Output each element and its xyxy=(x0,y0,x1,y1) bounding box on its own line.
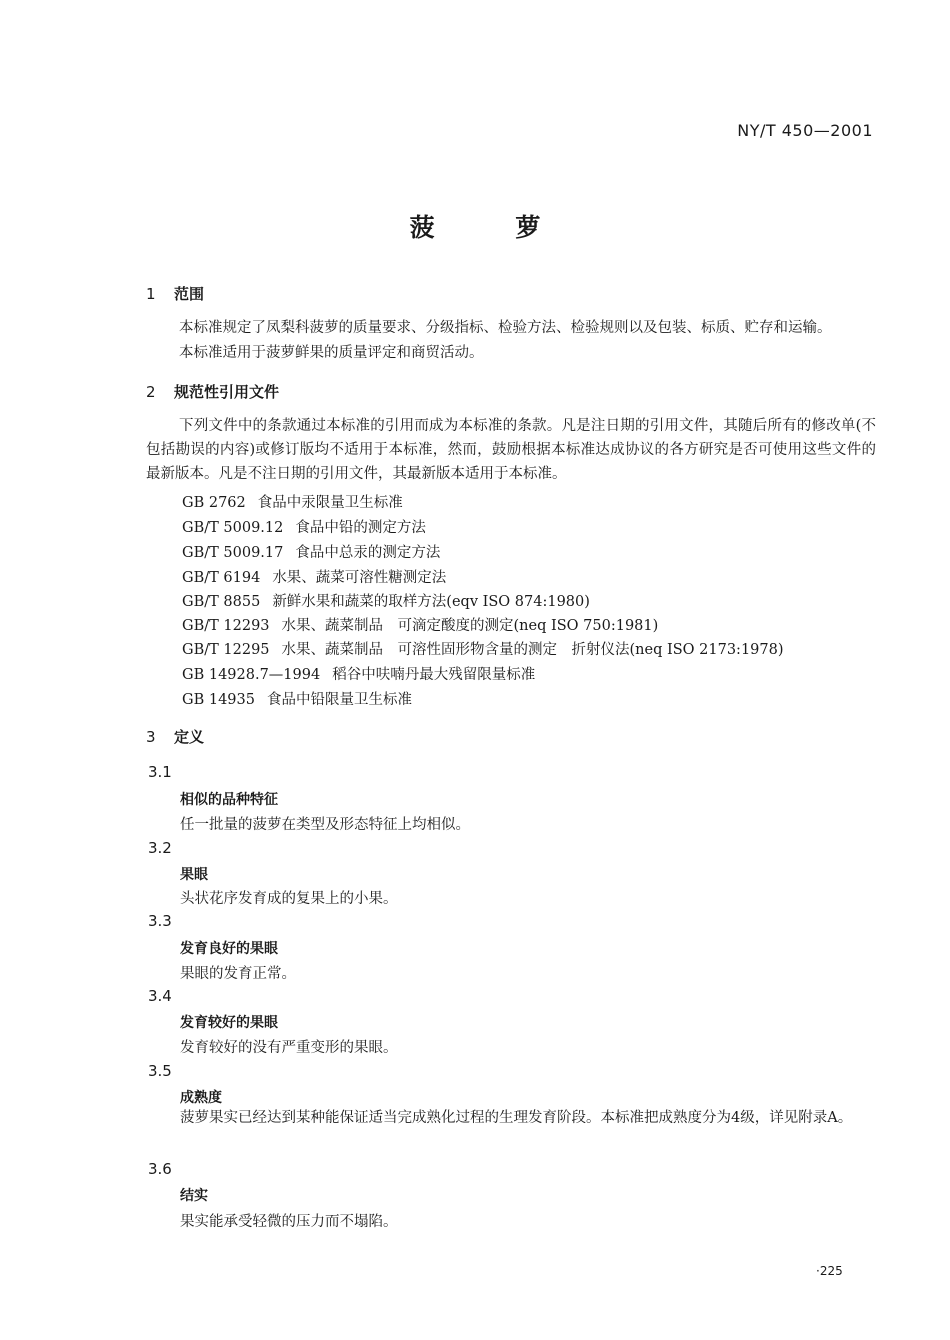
definition-term: 成熟度 xyxy=(180,1090,222,1106)
definition-number: 3.1 xyxy=(148,763,172,781)
reference-item xyxy=(182,516,426,537)
reference-title: 水果、蔬菜制品 可溶性固形物含量的测定 折射仪法(neq ISO 2173:1978) xyxy=(281,642,784,658)
definition-description: 任一批量的菠萝在类型及形态特征上均相似。 xyxy=(180,817,470,833)
definition-description: 果实能承受轻微的压力而不塌陷。 xyxy=(180,1214,398,1230)
definition-term: 果眼 xyxy=(180,867,208,883)
page-number: ·225 xyxy=(816,1264,843,1278)
section-1-heading xyxy=(146,283,204,304)
definition-term: 发育良好的果眼 xyxy=(180,941,278,957)
section-title: 规范性引用文件 xyxy=(174,383,280,401)
definition-number: 3.3 xyxy=(148,912,172,930)
definition-term: 发育较好的果眼 xyxy=(180,1015,278,1031)
section-number: 3 xyxy=(146,728,156,746)
section-2-heading xyxy=(146,381,279,402)
section-number: 2 xyxy=(146,383,156,401)
reference-item xyxy=(182,541,440,562)
standard-code: NY/T 450—2001 xyxy=(737,121,873,140)
reference-title: 水果、蔬菜制品 可滴定酸度的测定(neq ISO 750:1981) xyxy=(281,618,659,634)
reference-item xyxy=(182,590,590,611)
section-3-heading xyxy=(146,726,204,747)
definition-description: 发育较好的没有严重变形的果眼。 xyxy=(180,1040,398,1056)
reference-item xyxy=(182,491,403,512)
definition-number: 3.6 xyxy=(148,1160,172,1178)
section-1-paragraph: 本标准规定了凤梨科菠萝的质量要求、分级指标、检验方法、检验规则以及包装、标质、贮存和运输。 xyxy=(179,320,832,336)
section-title: 范围 xyxy=(174,285,205,303)
reference-item xyxy=(182,638,784,659)
page-title: 菠 萝 xyxy=(409,213,577,242)
definition-term: 相似的品种特征 xyxy=(180,792,278,808)
reference-code: GB 14935 xyxy=(182,692,255,708)
definition-number: 3.4 xyxy=(148,987,172,1005)
reference-code: GB/T 5009.12 xyxy=(182,520,284,536)
definition-term: 结实 xyxy=(180,1188,208,1204)
reference-title: 食品中铅的测定方法 xyxy=(295,520,426,536)
definition-description: 菠萝果实已经达到某种能保证适当完成熟化过程的生理发育阶段。本标准把成熟度分为4级，详见附录A。 xyxy=(180,1110,853,1126)
reference-title: 稻谷中呋喃丹最大残留限量标准 xyxy=(332,667,536,683)
reference-code: GB/T 12295 xyxy=(182,642,270,658)
definition-number: 3.5 xyxy=(148,1062,172,1080)
section-1-paragraph: 本标准适用于菠萝鲜果的质量评定和商贸活动。 xyxy=(179,345,484,361)
reference-title: 水果、蔬菜可溶性糖测定法 xyxy=(272,570,447,586)
reference-item xyxy=(182,663,535,684)
reference-code: GB 2762 xyxy=(182,495,246,511)
reference-item xyxy=(182,614,658,635)
reference-code: GB/T 12293 xyxy=(182,618,270,634)
definition-number: 3.2 xyxy=(148,839,172,857)
reference-item xyxy=(182,566,446,587)
section-2-intro: 下列文件中的条款通过本标准的引用而成为本标准的条款。凡是注日期的引用文件，其随后所有的修改单(不包括勘误的内容)或修订版均不适用于本标准，然而，鼓励根据本标准达成协议的各方研究是否可使用这些文件的最新版本。凡是不注日期的引用文件，其最新版本适用于本标准。 xyxy=(146,418,876,482)
section-number: 1 xyxy=(146,285,156,303)
reference-code: GB/T 5009.17 xyxy=(182,545,284,561)
reference-title: 食品中汞限量卫生标准 xyxy=(257,495,403,511)
reference-title: 食品中铅限量卫生标准 xyxy=(266,692,412,708)
reference-title: 新鲜水果和蔬菜的取样方法(eqv ISO 874:1980) xyxy=(272,594,590,610)
reference-title: 食品中总汞的测定方法 xyxy=(295,545,441,561)
reference-item xyxy=(182,688,412,709)
definition-description: 果眼的发育正常。 xyxy=(180,966,296,982)
reference-code: GB/T 8855 xyxy=(182,594,261,610)
definition-description: 头状花序发育成的复果上的小果。 xyxy=(180,891,398,907)
reference-code: GB 14928.7—1994 xyxy=(182,667,321,683)
reference-code: GB/T 6194 xyxy=(182,570,261,586)
section-title: 定义 xyxy=(174,728,205,746)
